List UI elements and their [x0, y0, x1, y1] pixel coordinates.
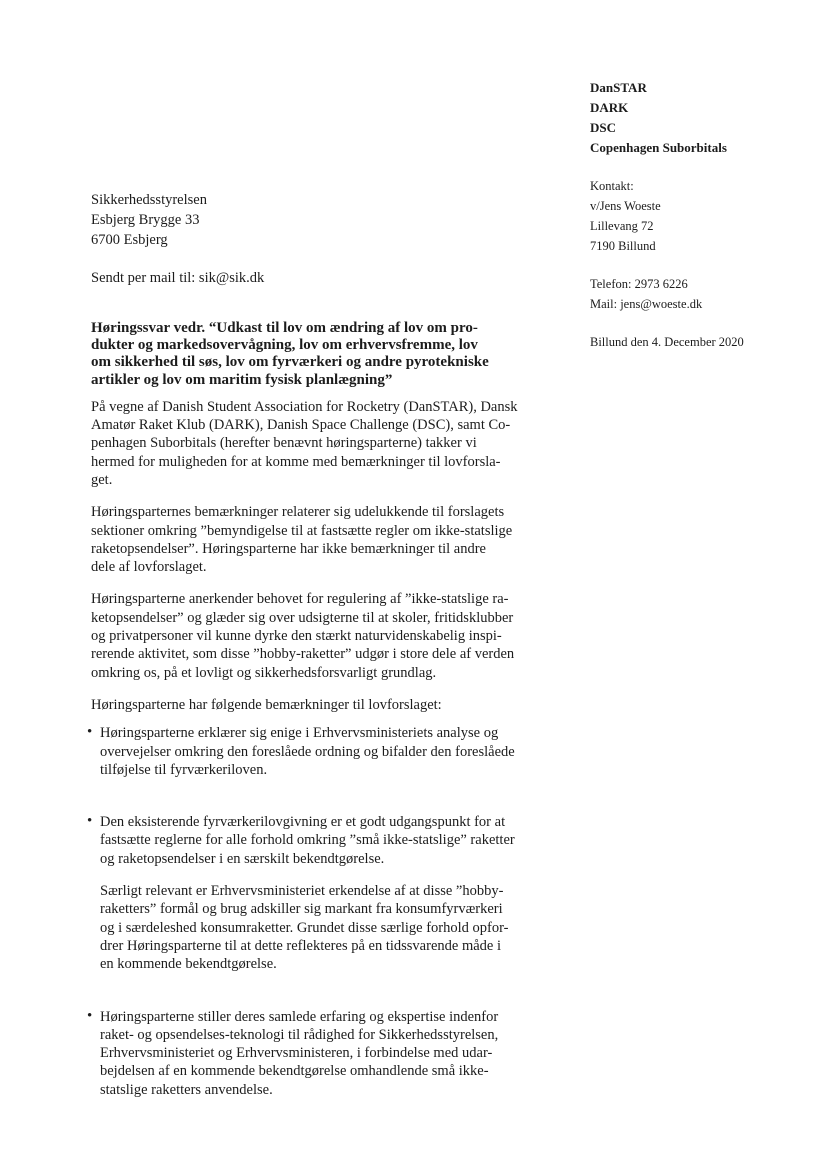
recipient-address: [91, 190, 207, 250]
bullets-intro: Høringsparterne har følgende bemærkninger til lovforslaget:: [91, 696, 442, 713]
text-line: sektioner omkring ”bemyndigelse til at fastsætte regler om ikke-statslige: [91, 522, 513, 539]
org-name: DSC: [590, 120, 617, 135]
paragraph: [91, 503, 565, 576]
text-line: På vegne af Danish Student Association for Rocketry (DanSTAR), Dansk: [91, 398, 518, 415]
text-line: raketopsendelser”. Høringsparterne har ikke bemærkninger til andre: [91, 540, 486, 557]
title-line: om sikkerhed til søs, lov om fyrværkeri og andre pyrotekniske: [91, 354, 489, 371]
text-line: statslige raketters anvendelse.: [100, 1081, 273, 1098]
text-line: og i særdeleshed konsumraketter. Grundet disse særlige forhold opfor-: [100, 919, 509, 936]
text-line: rerende aktivitet, som disse ”hobby-raketter” udgør i store dele af verden: [91, 646, 515, 663]
text-line: Amatør Raket Klub (DARK), Danish Space Challenge (DSC), samt Co-: [91, 417, 511, 434]
text-line: • Høringsparterne stiller deres samlede erfaring og ekspertise indenfor: [100, 1008, 499, 1025]
text-line: overvejelser omkring den foreslåede ordning og bifalder den foreslåede: [100, 743, 515, 760]
org-name: DARK: [590, 100, 629, 115]
title-line: artikler og lov om maritim fysisk planlægning”: [91, 371, 393, 388]
recipient-city: 6700 Esbjerg: [91, 232, 168, 248]
sent-line: Sendt per mail til: sik@sik.dk: [91, 270, 265, 286]
contact-street: Lillevang 72: [590, 219, 654, 233]
title-line: Høringssvar vedr. “Udkast til lov om ændring af lov om pro-: [91, 320, 478, 336]
text-line: penhagen Suborbitals (herefter benævnt høringsparterne) takker vi: [91, 435, 477, 452]
text-line: Høringsparterne anerkender behovet for regulering af ”ikke-statslige ra-: [91, 591, 509, 608]
text-line: fastsætte reglerne for alle forhold omkring ”små ikke-statslige” raketter: [100, 832, 515, 849]
contact-city: 7190 Billund: [590, 239, 656, 253]
text-line: Særligt relevant er Erhvervsministeriet erkendelse af at disse ”hobby-: [100, 883, 504, 900]
recipient-name: Sikkerhedsstyrelsen: [91, 192, 207, 208]
text-line: raketters” formål og brug adskiller sig markant fra konsumfyrværkeri: [100, 901, 503, 918]
contact-label: Kontakt:: [590, 179, 634, 193]
letter-date: Billund den 4. December 2020: [590, 335, 744, 349]
text-line: Høringsparternes bemærkninger relaterer sig udelukkende til forslagets: [91, 504, 505, 521]
text-line: dele af lovforslaget.: [91, 559, 207, 576]
title-line: dukter og markedsovervågning, lov om erhvervsfremme, lov: [91, 337, 478, 354]
text-line: bejdelsen af en kommende bekendtgørelse omhandlende små ikke-: [100, 1063, 489, 1080]
letter-body: [91, 320, 565, 1099]
list-item: [91, 813, 565, 973]
org-name: Copenhagen Suborbitals: [590, 140, 727, 155]
text-line: hermed for muligheden for at komme med bemærkninger til lovforsla-: [91, 453, 501, 470]
text-line: og privatpersoner vil kunne dyrke den stærkt naturvidenskabelig inspi-: [91, 628, 502, 645]
text-line: ketopsendelser” og glæder sig over udsigterne til at skoler, fritidsklubber: [91, 609, 514, 626]
list-item-subparagraph: [100, 882, 565, 973]
text-line: en kommende bekendtgørelse.: [100, 956, 277, 973]
text-line: • Den eksisterende fyrværkerilovgivning er et godt udgangspunkt for at: [100, 814, 506, 831]
letter-title: [91, 320, 565, 389]
contact-phone: Telefon: 2973 6226: [590, 277, 688, 291]
text-line: omkring os, på et lovligt og sikkerhedsforsvarligt grundlag.: [91, 664, 437, 681]
text-line: get.: [91, 472, 113, 488]
sender-sidebar: [590, 78, 815, 352]
remarks-list: [91, 724, 565, 1099]
text-line: raket- og opsendelses-teknologi til rådighed for Sikkerhedsstyrelsen,: [100, 1026, 499, 1043]
org-name: DanSTAR: [590, 80, 647, 95]
contact-mail: Mail: jens@woeste.dk: [590, 297, 703, 311]
text-line: Erhvervsministeriet og Erhvervsministeren, i forbindelse med udar-: [100, 1045, 493, 1062]
contact-name: v/Jens Woeste: [590, 199, 661, 213]
text-line: og raketopsendelser i en særskilt bekendtgørelse.: [100, 850, 385, 867]
list-item: [91, 1008, 565, 1099]
text-line: drer Høringsparterne til at dette reflekteres på en tidssvarende måde i: [100, 937, 501, 954]
paragraph: [91, 590, 565, 681]
text-line: • Høringsparterne erklærer sig enige i Erhvervsministeriets analyse og: [100, 725, 499, 742]
paragraph: [91, 398, 565, 489]
list-item: [91, 724, 565, 779]
recipient-street: Esbjerg Brygge 33: [91, 212, 200, 228]
text-line: tilføjelse til fyrværkeriloven.: [100, 761, 268, 778]
